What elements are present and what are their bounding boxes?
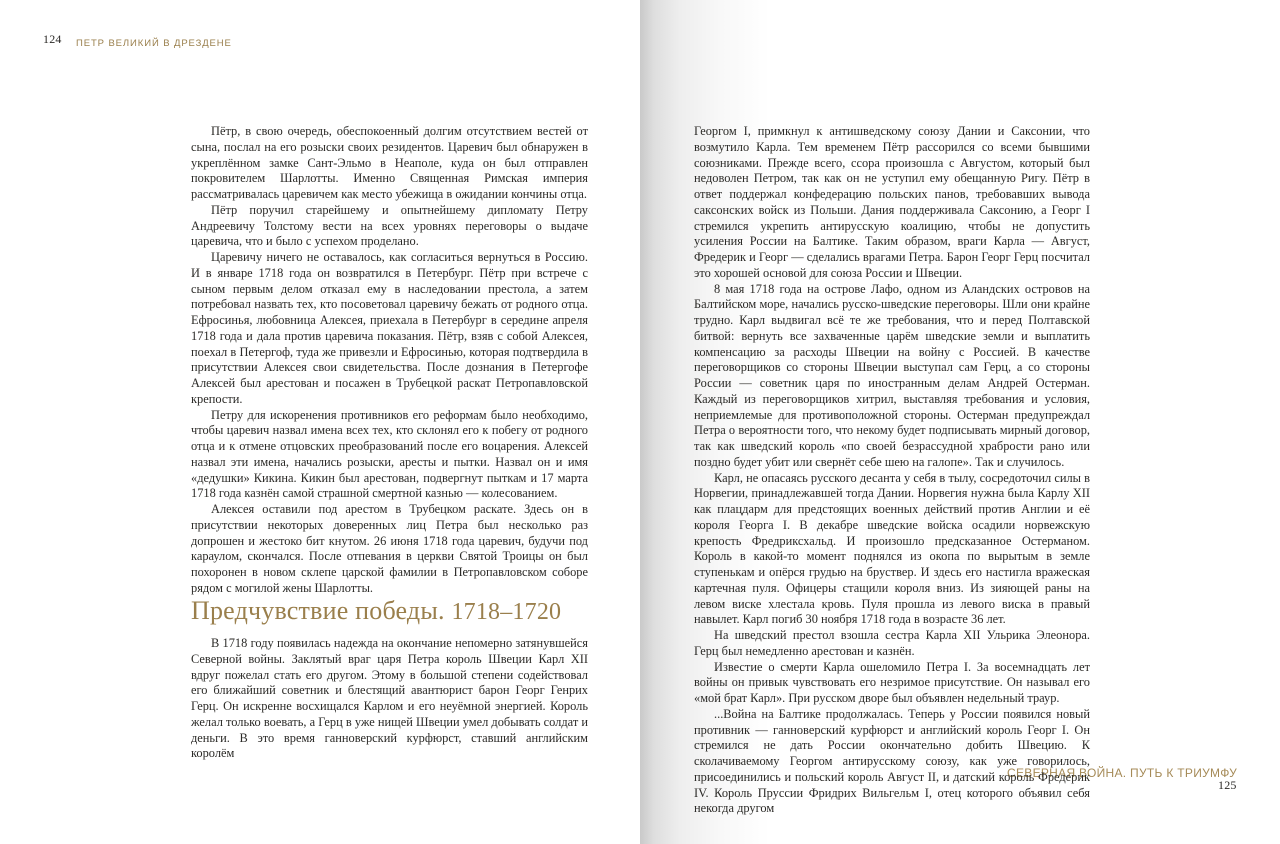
left-running-head: ПЕТР ВЕЛИКИЙ В ДРЕЗДЕНЕ — [76, 38, 232, 49]
left-page-number: 124 — [43, 32, 62, 46]
paragraph-continuation: Георгом I, примкнул к антишведскому союзу Дании и Саксонии, что возмутило Карла. Тем временем Пётр рассорился со всеми бывшими союзниками. Прежде всего, ссора произошла с Августом, который был недоволен Петром, так как он не уступил ему обещанную Ригу. Пётр в ответ поддержал конфедерацию польских панов, требовавших вывода саксонских войск из Польши. Дания поддерживала Саксонию, а Георг I стремился укрепить антирусскую коалицию, чтобы не допустить усиления России на Балтике. Таким образом, враги Карла — Август, Фредерик и Георг — сделались врагами Петра. Барон Георг Герц посчитал это хорошей основой для союза России и Швеции. — [694, 124, 1090, 280]
right-page-number: 125 — [1218, 778, 1237, 792]
left-body-text-bottom — [191, 636, 588, 762]
paragraph: ...Война на Балтике продолжалась. Теперь у России появился новый противник — ганноверский курфюрст и английский король Георг I. Он стремился не дать России окончательно добить Швецию. К сколачиваемому Георгом антирусскому союзу, как уже говорилось, присоединились и польский король Август II, и датский король Фредерик IV. Король Пруссии Фридрих Вильгельм I, отец которого объявил себя некогда другом — [694, 706, 1090, 816]
paragraph: Известие о смерти Карла ошеломило Петра I. За восемнадцать лет войны он привык чувствовать его незримое присутствие. Он называл его «мой брат Карл». При русском дворе был объявлен недельный траур. — [694, 659, 1090, 705]
right-body-text — [694, 124, 1090, 817]
section-heading-years: 1718–1720 — [451, 599, 562, 625]
section-heading-title: Предчувствие победы. — [191, 596, 445, 625]
paragraph: В 1718 году появилась надежда на окончание непомерно затянувшейся Северной войны. Заклятый враг царя Петра король Швеции Карл XII вдруг пожелал стать его другом. Этому в большой степени содействовал его ближайший советник и блестящий авантюрист барон Георг Генрих Герц. Он искренне восхищался Карлом и его неуёмной энергией. Король желал только воевать, а Герц в уже нищей Швеции умел добывать солдат и деньги. В это время ганноверский курфюрст, ставший английским королём — [191, 636, 588, 761]
paragraph: Петру для искоренения противников его реформам было необходимо, чтобы царевич назвал имена всех тех, кто склонял его к побегу от родного отца и к отмене отцовских преобразований после его воцарения. Алексей назвал эти имена, начались розыски, аресты и пытки. Назвал он и имя «дедушки» Кикина. Кикин был арестован, подвергнут пыткам и 17 марта 1718 года казнён самой страшной смертной казнью — колесованием. — [191, 407, 588, 501]
right-running-head: СЕВЕРНАЯ ВОЙНА. ПУТЬ К ТРИУМФУ — [1007, 766, 1238, 780]
paragraph: Пётр, в свою очередь, обеспокоенный долгим отсутствием вестей от сына, послал на его розыски своих резидентов. Царевич был обнаружен в укреплённом замке Сант-Эльмо в Неаполе, куда он был отправлен покровителем Шарлотты. Именно Священная Римская империя рассматривалась царевичем как место убежища в ожидании кончины отца. — [191, 124, 588, 201]
paragraph: Пётр поручил старейшему и опытнейшему дипломату Петру Андреевичу Толстому вести на всех уровнях переговоры о выдаче царевича, что и было с успехом проделано. — [191, 202, 588, 249]
section-heading — [191, 596, 561, 626]
paragraph: Карл, не опасаясь русского десанта у себя в тылу, сосредоточил силы в Норвегии, принадлежавшей тогда Дании. Норвегия нужна была Карлу XII как плацдарм для предстоящих военных действий против Англии и её короля Георга I. В декабре шведские войска осадили норвежскую крепость Фредриксхальд. И произошло предсказанное Остерманом. Король в какой-то момент поднялся из окопа по вырытым в земле ступенькам и опёрся грудью на бруствер. И здесь его настигла вражеская картечная пуля. Офицеры стащили короля вниз. Из зияющей раны на левом виске хлестала кровь. Пуля прошла из левого виска в правый навылет. Карл погиб 30 ноября 1718 года в возрасте 36 лет. — [694, 470, 1090, 627]
paragraph: На шведский престол взошла сестра Карла XII Ульрика Элеонора. Герц был немедленно арестован и казнён. — [694, 628, 1090, 658]
paragraph: 8 мая 1718 года на острове Лафо, одном из Аландских островов на Балтийском море, начались русско-шведские переговоры. Шли они крайне трудно. Карл выдвигал всё те же требования, что и перед Полтавской битвой: вернуть все захваченные царём шведские земли и выплатить компенсацию за расходы Швеции на войну с Россией. В качестве переговорщиков со стороны Швеции выступал сам Герц, а со стороны России — советник царя по иностранным делам Андрей Остерман. Каждый из переговорщиков хитрил, выставляя требования и условия, неприемлемые для противоположной стороны. Остерман предупреждал Петра о вероятности того, что некому будет подписывать мирный договор, так как шведский король «по своей безрассудной храбрости рано или поздно будет убит или свернёт себе шею на галопе». Так и случилось. — [694, 281, 1090, 469]
left-body-text-top — [191, 124, 588, 597]
paragraph: Алексея оставили под арестом в Трубецком раскате. Здесь он в присутствии некоторых доверенных лиц Петра был несколько раз допрошен и жестоко бит кнутом. 26 июня 1718 года царевич, будучи под караулом, скончался. После отпевания в церкви Святой Троицы он был похоронен в новом склепе царской фамилии в Петропавловском соборе рядом с могилой жены Шарлотты. — [191, 502, 588, 595]
paragraph: Царевичу ничего не оставалось, как согласиться вернуться в Россию. И в январе 1718 года он возвратился в Петербург. Пётр при встрече с сыном первым делом отказал ему в наследовании престола, а затем потребовал назвать тех, кто посоветовал царевичу бежать от родного отца. Ефросинья, любовница Алексея, приехала в Петербург в середине апреля 1718 года и дала против царевича показания. Пётр, взяв с собой Алексея, поехал в Петергоф, туда же привезли и Ефросинью, которая подтвердила в присутствии Алексея свои свидетельства. После дознания в Петергофе Алексей был арестован и посажен в Трубецкой раскат Петропавловской крепости. — [191, 250, 588, 406]
